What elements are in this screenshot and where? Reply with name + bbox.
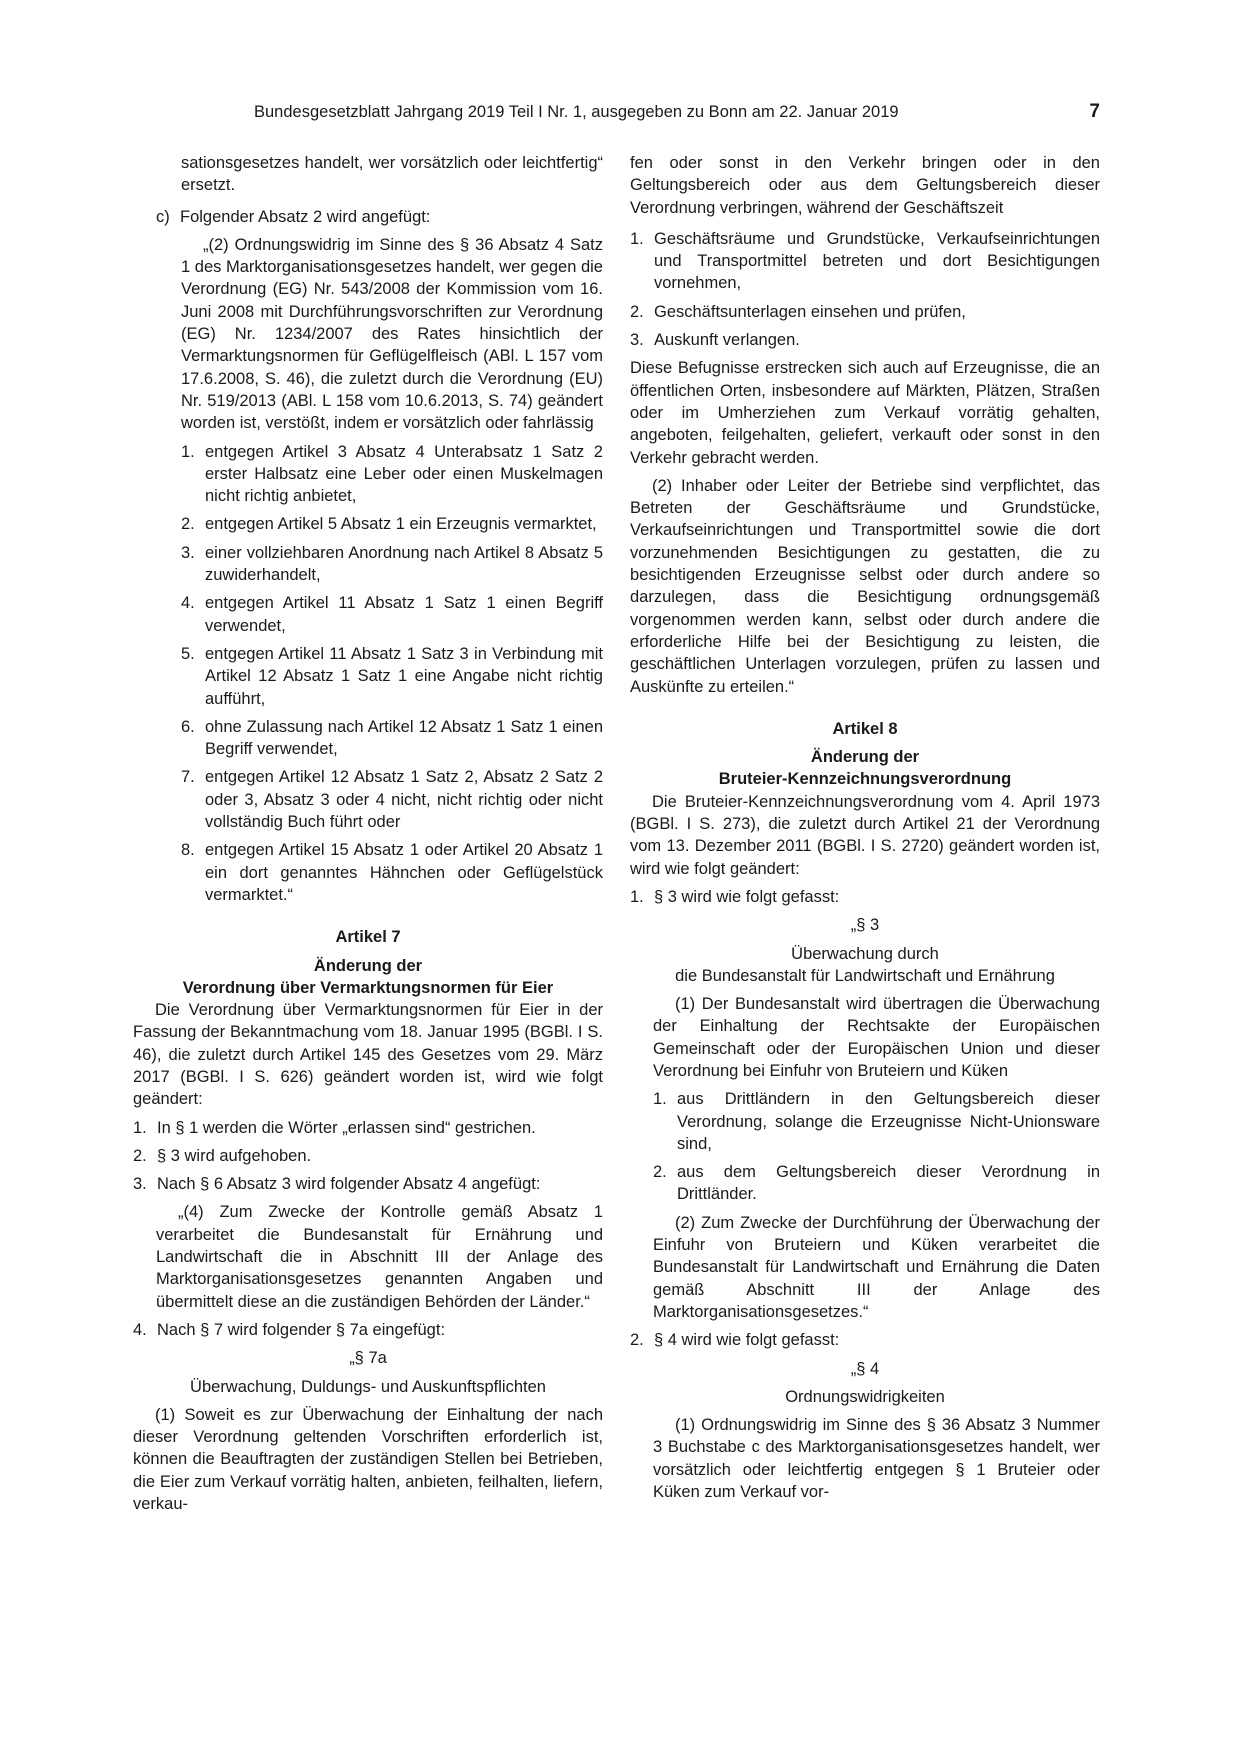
list-item: 2. aus dem Geltungsbereich dieser Verordnung in Drittländer. [653, 1163, 1100, 1204]
list-item: 1. Geschäftsräume und Grundstücke, Verkaufseinrichtungen und Transportmittel betreten und dort Besichtigungen vornehmen, [630, 229, 1100, 293]
list-item: 5. entgegen Artikel 11 Absatz 1 Satz 3 in Verbindung mit Artikel 12 Absatz 1 Satz 1 eine Angabe nicht richtig aufführt, [181, 644, 603, 708]
list-item [133, 206, 603, 228]
article-title: Verordnung über Vermarktungsnormen für Eier [182, 978, 554, 997]
article-heading: Artikel 7 [335, 928, 401, 947]
list-item: 3. einer vollziehbaren Anordnung nach Artikel 8 Absatz 5 zuwiderhandelt, [181, 543, 603, 585]
list-item: 1. entgegen Artikel 3 Absatz 4 Unterabsatz 1 Satz 2 erster Halbsatz eine Leber oder einen Muskelmagen nicht richtig anbietet, [181, 442, 603, 506]
list-item: 2. entgegen Artikel 5 Absatz 1 ein Erzeugnis vermarktet, [181, 515, 597, 534]
paragraph: Die Verordnung über Vermarktungsnormen für Eier in der Fassung der Bekanntmachung vom 18. Januar 1995 (BGBl. I S. 46), die zuletzt durch Artikel 145 des Gesetzes vom 29. März 2017 (BGBl. I S. 626) geändert worden ist, wird wie folgt geändert: [133, 1001, 603, 1109]
list-item: 4. entgegen Artikel 11 Absatz 1 Satz 1 einen Begriff verwendet, [181, 594, 603, 635]
section-heading: „§ 4 [850, 1359, 880, 1378]
list-item: 2. § 4 wird wie folgt gefasst: [630, 1331, 840, 1350]
list-item: 7. entgegen Artikel 12 Absatz 1 Satz 2, Absatz 2 Satz 2 oder 3, Absatz 3 oder 4 nicht, nicht richtig oder nicht vollständig Buch führt oder [181, 768, 603, 832]
list-item: 4. Nach § 7 wird folgender § 7a eingefügt: [133, 1320, 446, 1339]
paragraph: fen oder sonst in den Verkehr bringen oder in den Geltungsbereich oder aus dem Geltungsbereich dieser Verordnung verbringen, während der Geschäftszeit [630, 154, 1100, 217]
section-title: Überwachung, Duldungs- und Auskunftspflichten [190, 1377, 546, 1396]
paragraph: (1) Der Bundesanstalt wird übertragen die Überwachung der Einhaltung der Rechtsakte der Europäischen Gemeinschaft oder der Europäischen Union und dieser Verordnung bei Einfuhr von Bruteiern und Küken [653, 995, 1100, 1080]
right-column [630, 152, 1100, 1503]
list-item: 2. Geschäftsunterlagen einsehen und prüfen, [630, 302, 966, 321]
article-title: Änderung der [313, 956, 423, 975]
left-column [133, 152, 603, 1515]
list-item: 8. entgegen Artikel 15 Absatz 1 oder Artikel 20 Absatz 1 ein dort genanntes Hähnchen oder Geflügelstück vermarktet.“ [181, 841, 603, 904]
list-item: 3. Nach § 6 Absatz 3 wird folgender Absatz 4 angefügt: [133, 1175, 541, 1194]
paragraph: (2) Inhaber oder Leiter der Betriebe sind verpflichtet, das Betreten der Geschäftsräume und Grundstücke, Verkaufseinrichtungen und Transportmittel sowie die dort vorzunehmenden Besichtigungen zu gestatten, die zu besichtigenden Erzeugnisse selbst oder durch andere so darzulegen, dass die Besichtigung ordnungsgemäß vorgenommen werden kann, selbst oder durch andere die erforderliche Hilfe bei der Besichtigung zu leisten, die geschäftlichen Unterlagen vorzulegen, prüfen zu lassen und Auskünfte zu erteilen.“ [630, 476, 1100, 696]
list-item: 1. § 3 wird wie folgt gefasst: [630, 887, 840, 906]
article-title: Änderung der [810, 748, 920, 767]
list-item: 2. § 3 wird aufgehoben. [133, 1146, 312, 1165]
list-item: 1. aus Drittländern in den Geltungsbereich dieser Verordnung, solange die Erzeugnisse Nicht-Unionsware sind, [653, 1090, 1100, 1153]
item-label: c) [156, 207, 170, 226]
item-text: Folgender Absatz 2 wird angefügt: [180, 207, 431, 226]
paragraph: (1) Ordnungswidrig im Sinne des § 36 Absatz 3 Nummer 3 Buchstabe c des Marktorganisationsgesetzes handelt, wer vorsätzlich oder leichtfertig entgegen § 1 Bruteier oder Küken zum Verkauf vor- [653, 1416, 1100, 1502]
page-number: 7 [1089, 101, 1100, 122]
article-heading: Artikel 8 [832, 719, 898, 738]
list-item: 1. In § 1 werden die Wörter „erlassen sind“ gestrichen. [133, 1118, 536, 1137]
paragraph: (2) Zum Zwecke der Durchführung der Überwachung der Einfuhr von Bruteiern und Küken verarbeitet die Bundesanstalt für Landwirtschaft und Ernährung die Daten gemäß Abschnitt III der Anlage des Marktorganisationsgesetzes.“ [653, 1213, 1100, 1321]
section-title: Ordnungswidrigkeiten [785, 1387, 945, 1406]
list-item: 6. ohne Zulassung nach Artikel 12 Absatz 1 Satz 1 einen Begriff verwendet, [181, 717, 603, 759]
header-title: Bundesgesetzblatt Jahrgang 2019 Teil I Nr. 1, ausgegeben zu Bonn am 22. Januar 2019 [254, 103, 899, 121]
paragraph: (1) Soweit es zur Überwachung der Einhaltung der nach dieser Verordnung geltenden Vorschriften erforderlich ist, können die Beauftragten der zuständigen Stellen bei Betrieben, die Eier zum Verkauf vorrätig halten, anbieten, feilhalten, liefern, verkau- [133, 1405, 603, 1514]
quote-paragraph: „(4) Zum Zwecke der Kontrolle gemäß Absatz 1 verarbeitet die Bundesanstalt für Ernährung und Landwirtschaft die in Abschnitt III der Anlage des Marktorganisationsgesetzes genannten Angaben und übermittelt diese an die zuständigen Behörden der Länder.“ [156, 1203, 603, 1311]
paragraph: Die Bruteier-Kennzeichnungsverordnung vom 4. April 1973 (BGBl. I S. 273), die zuletzt durch Artikel 21 der Verordnung vom 13. Dezember 2011 (BGBl. I S. 2720) geändert worden ist, wird wie folgt geändert: [630, 792, 1100, 878]
section-title: Überwachung durch [791, 944, 939, 963]
article-title: Bruteier-Kennzeichnungsverordnung [718, 770, 1012, 789]
list-item: 3. Auskunft verlangen. [630, 331, 800, 350]
quote-paragraph: „(2) Ordnungswidrig im Sinne des § 36 Absatz 4 Satz 1 des Marktorganisationsgesetzes handelt, wer gegen die Verordnung (EG) Nr. 543/2008 der Kommission vom 16. Juni 2008 mit Durchführungsvorschriften zur Verordnung (EG) Nr. 1234/2007 des Rates hinsichtlich der Vermarktungsnormen für Geflügelfleisch (ABl. L 157 vom 17.6.2008, S. 46), die zuletzt durch die Verordnung (EU) Nr. 519/2013 (ABl. L 158 vom 10.6.2013, S. 74) geändert worden ist, verstößt, indem er vorsätzlich oder fahrlässig [181, 235, 603, 433]
page-header [254, 97, 1100, 127]
section-heading: „§ 7a [349, 1349, 387, 1368]
section-heading: „§ 3 [850, 916, 880, 935]
section-title: die Bundesanstalt für Landwirtschaft und Ernährung [675, 966, 1055, 985]
paragraph: Diese Befugnisse erstrecken sich auch auf Erzeugnisse, die an öffentlichen Orten, insbesondere auf Märkten, Plätzen, Straßen oder im Umherziehen zum Verkauf vorrätig gehalten, angeboten, feilgehalten, geliefert, verkauft oder sonst in den Verkehr gebracht werden. [630, 359, 1100, 467]
paragraph: sationsgesetzes handelt, wer vorsätzlich oder leichtfertig“ ersetzt. [181, 154, 603, 195]
